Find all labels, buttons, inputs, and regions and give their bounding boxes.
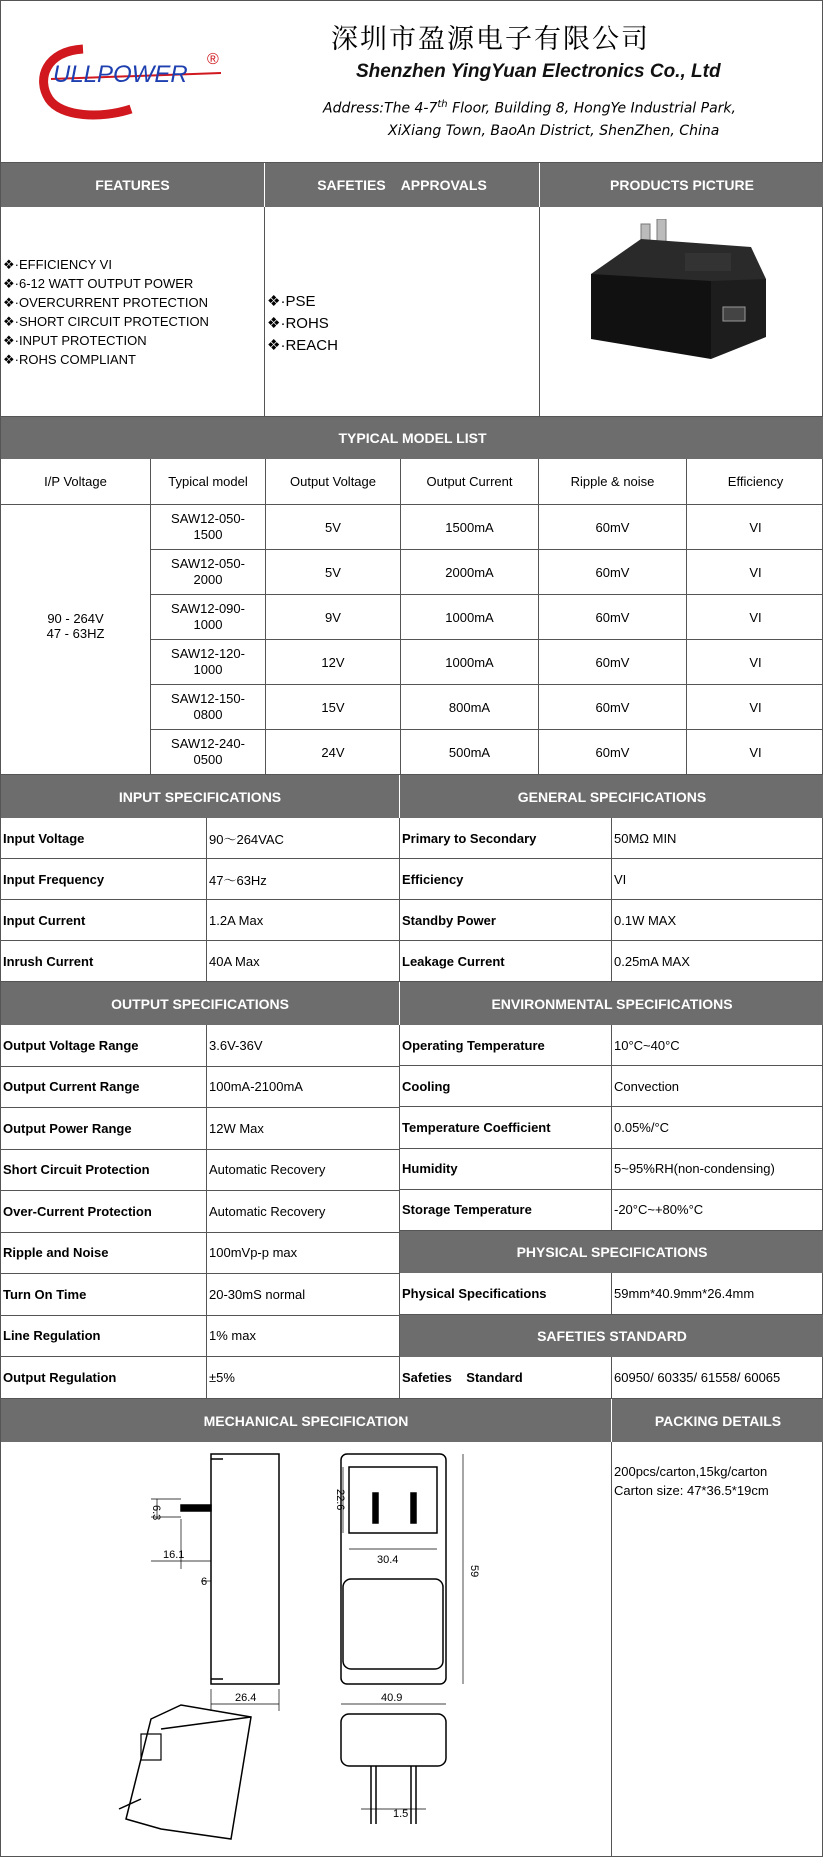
feature-item: ❖·SHORT CIRCUIT PROTECTION [3, 314, 209, 329]
output-spec-label: Line Regulation [1, 1316, 207, 1358]
picture-header: PRODUCTS PICTURE [540, 163, 823, 207]
general-spec-value: VI [612, 859, 823, 900]
model-value-cell: 60mV [539, 640, 687, 685]
model-cell: SAW12-090- 1000 [151, 595, 266, 640]
input-spec-label: Input Current [1, 900, 207, 941]
feature-item: ❖·ROHS COMPLIANT [3, 352, 136, 367]
dim-label: 30.4 [377, 1554, 399, 1566]
safeties-header: SAFETIES APPROVALS [265, 163, 540, 207]
output-spec-value: Automatic Recovery [207, 1150, 400, 1192]
safety-item: ❖·REACH [267, 337, 338, 354]
model-cell: SAW12-050- 2000 [151, 550, 266, 595]
general-spec-value: 0.1W MAX [612, 900, 823, 941]
model-value-cell: 15V [266, 685, 401, 730]
general-spec-label: Primary to Secondary [400, 818, 612, 859]
model-value-cell: 60mV [539, 685, 687, 730]
model-value-cell: 5V [266, 505, 401, 550]
output-spec-value: 20-30mS normal [207, 1274, 400, 1316]
feature-item: ❖·6-12 WATT OUTPUT POWER [3, 276, 194, 291]
output-spec-value: 1% max [207, 1316, 400, 1358]
model-cell: SAW12-150- 0800 [151, 685, 266, 730]
model-value-cell: VI [687, 730, 823, 775]
input-spec-header: INPUT SPECIFICATIONS [1, 775, 400, 818]
general-spec-header: GENERAL SPECIFICATIONS [400, 775, 823, 818]
output-spec-header: OUTPUT SPECIFICATIONS [1, 982, 400, 1025]
output-spec-value: ±5% [207, 1357, 400, 1399]
model-value-cell: 24V [266, 730, 401, 775]
packing-line: Carton size: 47*36.5*19cm [614, 1483, 769, 1498]
output-spec-label: Ripple and Noise [1, 1233, 207, 1275]
logo-registered: ® [207, 51, 219, 68]
dim-label: 40.9 [381, 1692, 403, 1704]
input-spec-value: 1.2A Max [207, 900, 400, 941]
ip-voltage-cell: 90 - 264V 47 - 63HZ [1, 505, 151, 775]
input-spec-value: 47～63Hz [207, 859, 400, 900]
model-cell: SAW12-240- 0500 [151, 730, 266, 775]
features-list [3, 255, 209, 369]
environmental-spec-label: Cooling [400, 1066, 612, 1107]
environmental-spec-label: Temperature Coefficient [400, 1107, 612, 1148]
model-value-cell: 1500mA [401, 505, 539, 550]
output-spec-label: Short Circuit Protection [1, 1150, 207, 1192]
logo-text: ULLPOWER [53, 61, 188, 88]
environmental-spec-value: -20°C~+80%°C [612, 1190, 823, 1231]
physical-spec-label: Physical Specifications [400, 1273, 612, 1315]
model-value-cell: 60mV [539, 550, 687, 595]
general-spec-value: 50MΩ MIN [612, 818, 823, 859]
input-spec-value: 40A Max [207, 941, 400, 982]
physical-spec-value: 59mm*40.9mm*26.4mm [612, 1273, 823, 1315]
output-spec-value: 12W Max [207, 1108, 400, 1150]
input-spec-label: Input Voltage [1, 818, 207, 859]
model-value-cell: 12V [266, 640, 401, 685]
model-value-cell: 800mA [401, 685, 539, 730]
general-spec-value: 0.25mA MAX [612, 941, 823, 982]
feature-item: ❖·OVERCURRENT PROTECTION [3, 295, 208, 310]
environmental-spec-label: Storage Temperature [400, 1190, 612, 1231]
dim-label: 6 [201, 1576, 208, 1588]
features-header: FEATURES [1, 163, 265, 207]
output-spec-value: 3.6V-36V [207, 1025, 400, 1067]
environmental-spec-value: 0.05%/°C [612, 1107, 823, 1148]
model-value-cell: 1000mA [401, 640, 539, 685]
dim-label: 59 [468, 1565, 480, 1578]
model-cell: SAW12-050- 1500 [151, 505, 266, 550]
th-efficiency: Efficiency [687, 459, 823, 505]
environmental-spec-label: Operating Temperature [400, 1025, 612, 1066]
mechanical-spec-header: MECHANICAL SPECIFICATION [1, 1399, 612, 1442]
output-spec-label: Turn On Time [1, 1274, 207, 1316]
model-cell: SAW12-120- 1000 [151, 640, 266, 685]
output-spec-label: Over-Current Protection [1, 1191, 207, 1233]
safety-standard-value: 60950/ 60335/ 61558/ 60065 [612, 1357, 823, 1399]
dim-label: 22.6 [334, 1489, 346, 1511]
output-spec-label: Output Regulation [1, 1357, 207, 1399]
company-logo [31, 39, 231, 123]
company-name-en: Shenzhen YingYuan Electronics Co., Ltd [356, 61, 721, 82]
environmental-spec-value: Convection [612, 1066, 823, 1107]
th-typical-model: Typical model [151, 459, 266, 505]
output-spec-label: Output Power Range [1, 1108, 207, 1150]
packing-line: 200pcs/carton,15kg/carton [614, 1464, 768, 1479]
model-value-cell: 60mV [539, 730, 687, 775]
model-value-cell: 2000mA [401, 550, 539, 595]
input-spec-label: Inrush Current [1, 941, 207, 982]
environmental-spec-value: 10°C~40°C [612, 1025, 823, 1066]
model-value-cell: VI [687, 640, 823, 685]
model-value-cell: 1000mA [401, 595, 539, 640]
model-list-header: TYPICAL MODEL LIST [1, 417, 823, 459]
general-spec-label: Standby Power [400, 900, 612, 941]
environmental-spec-value: 5~95%RH(non-condensing) [612, 1149, 823, 1190]
environmental-spec-label: Humidity [400, 1149, 612, 1190]
iso-view [119, 1705, 251, 1839]
safeties-list [267, 291, 338, 357]
model-value-cell: VI [687, 685, 823, 730]
output-spec-value: 100mVp-p max [207, 1233, 400, 1275]
output-spec-label: Output Current Range [1, 1067, 207, 1109]
input-spec-value: 90～264VAC [207, 818, 400, 859]
th-ip-voltage: I/P Voltage [1, 459, 151, 505]
general-spec-label: Efficiency [400, 859, 612, 900]
mechanical-drawing [111, 1449, 511, 1849]
address-line-1: Address:The 4-7th Floor, Building 8, HongYe Industrial Park, [323, 99, 736, 117]
environmental-spec-header: ENVIRONMENTAL SPECIFICATIONS [400, 982, 823, 1025]
dim-label: 1.5 [393, 1808, 409, 1820]
physical-spec-header: PHYSICAL SPECIFICATIONS [400, 1231, 823, 1273]
header [1, 1, 823, 163]
output-spec-value: Automatic Recovery [207, 1191, 400, 1233]
model-value-cell: 60mV [539, 505, 687, 550]
dim-label: 16.1 [163, 1549, 185, 1561]
model-value-cell: 5V [266, 550, 401, 595]
dim-label: 26.4 [235, 1692, 257, 1704]
front-view [341, 1454, 446, 1684]
feature-item: ❖·INPUT PROTECTION [3, 333, 147, 348]
model-value-cell: 9V [266, 595, 401, 640]
model-value-cell: 500mA [401, 730, 539, 775]
output-spec-value: 100mA-2100mA [207, 1067, 400, 1109]
address-line-2: XiXiang Town, BaoAn District, ShenZhen, China [388, 123, 720, 139]
company-name-cn: 深圳市盈源电子有限公司 [331, 24, 650, 55]
product-image [581, 219, 781, 369]
model-value-cell: VI [687, 550, 823, 595]
packing-details [614, 1462, 769, 1500]
safety-item: ❖·PSE [267, 293, 316, 310]
model-value-cell: 60mV [539, 595, 687, 640]
model-value-cell: VI [687, 595, 823, 640]
safety-standard-header: SAFETIES STANDARD [400, 1315, 823, 1357]
general-spec-label: Leakage Current [400, 941, 612, 982]
output-spec-label: Output Voltage Range [1, 1025, 207, 1067]
side-view [181, 1454, 279, 1684]
packing-details-header: PACKING DETAILS [612, 1399, 823, 1442]
th-output-current: Output Current [401, 459, 539, 505]
th-output-voltage: Output Voltage [266, 459, 401, 505]
dim-label: 6.3 [150, 1505, 162, 1521]
feature-item: ❖·EFFICIENCY VI [3, 257, 112, 272]
safety-standard-label: Safeties Standard [400, 1357, 612, 1399]
th-ripple-noise: Ripple & noise [539, 459, 687, 505]
model-value-cell: VI [687, 505, 823, 550]
safety-item: ❖·ROHS [267, 315, 329, 332]
input-spec-label: Input Frequency [1, 859, 207, 900]
